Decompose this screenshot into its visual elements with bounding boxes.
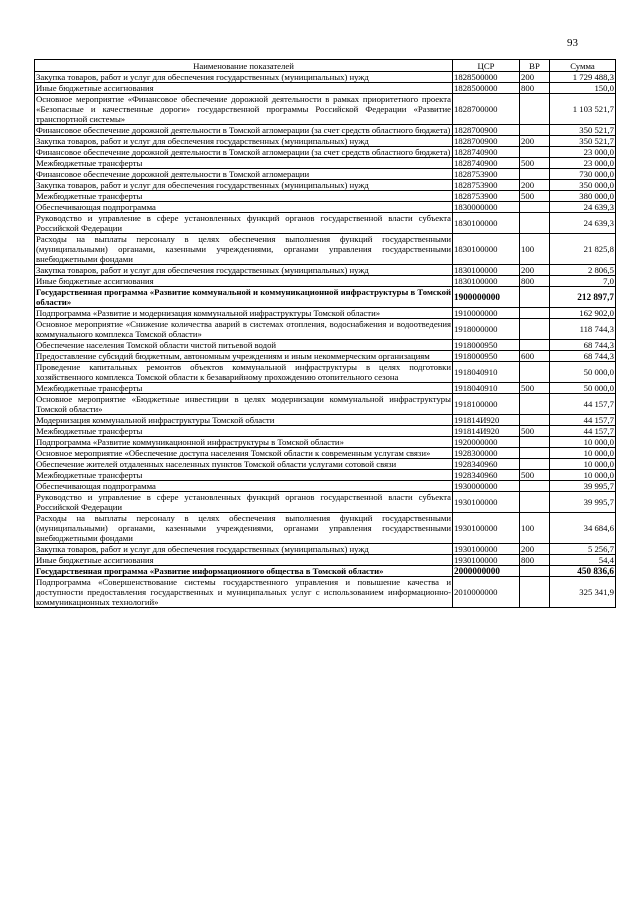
row-sum: 50 000,0: [550, 383, 616, 394]
row-vr: 500: [520, 158, 550, 169]
row-vr: 500: [520, 383, 550, 394]
table-row: [35, 147, 616, 158]
table-row: [35, 448, 616, 459]
row-vr: 800: [520, 555, 550, 566]
table-row: [35, 383, 616, 394]
table-row: [35, 351, 616, 362]
row-name: Закупка товаров, работ и услуг для обеспечения государственных (муниципальных) нужд: [35, 544, 453, 555]
row-code: 1930100000: [453, 544, 520, 555]
row-vr: [520, 415, 550, 426]
row-vr: 200: [520, 136, 550, 147]
row-code: 1930100000: [453, 513, 520, 544]
row-code: 2010000000: [453, 577, 520, 608]
row-sum: 54,4: [550, 555, 616, 566]
row-sum: 44 157,7: [550, 415, 616, 426]
row-name: Подпрограмма «Развитие и модернизация коммунальной инфраструктуры Томской области»: [35, 308, 453, 319]
row-name: Основное мероприятие «Снижение количества аварий в системах отопления, водоснабжения и водоотведения коммунального комплекса Томской области»: [36, 319, 451, 339]
row-code: 1918040910: [453, 383, 520, 394]
row-code: 1830100000: [453, 234, 520, 265]
row-sum: 450 836,6: [550, 566, 616, 577]
row-name: Руководство и управление в сфере установленных функций органов государственной власти субъекта Российской Федерации: [36, 492, 451, 512]
table-row: [35, 276, 616, 287]
row-code: 1830100000: [453, 265, 520, 276]
row-name: Иные бюджетные ассигнования: [35, 83, 453, 94]
row-vr: 500: [520, 426, 550, 437]
row-code: 1828753900: [453, 191, 520, 202]
row-sum: 68 744,3: [550, 340, 616, 351]
row-name: Закупка товаров, работ и услуг для обеспечения государственных (муниципальных) нужд: [35, 72, 453, 83]
row-name: Модернизация коммунальной инфраструктуры Томской области: [35, 415, 453, 426]
row-name: Финансовое обеспечение дорожной деятельности в Томской агломерации (за счет средств областного бюджета): [35, 125, 453, 136]
row-sum: 350 521,7: [550, 125, 616, 136]
row-name: Расходы на выплаты персоналу в целях обеспечения выполнения функций государственными (муниципальными) органами, казенными учреждениями, органами управления государственными внебюджетными фондами: [36, 513, 451, 543]
row-code: 1930100000: [453, 555, 520, 566]
row-name: Основное мероприятие «Финансовое обеспечение дорожной деятельности в рамках приоритетного проекта «Безопасные и качественные дороги» государственной программы Российской Федерации «Развитие транспортной системы»: [36, 94, 451, 124]
row-sum: 150,0: [550, 83, 616, 94]
budget-table: [34, 59, 616, 608]
row-name: Обеспечивающая подпрограмма: [35, 202, 453, 213]
row-sum: 10 000,0: [550, 448, 616, 459]
table-row: [35, 265, 616, 276]
row-vr: [520, 125, 550, 136]
row-sum: 24 639,3: [550, 213, 616, 234]
table-row: [35, 577, 616, 608]
table-row: [35, 213, 616, 234]
row-code: 1828740900: [453, 158, 520, 169]
row-sum: 212 897,7: [550, 287, 616, 308]
row-sum: 350 000,0: [550, 180, 616, 191]
row-sum: 34 684,6: [550, 513, 616, 544]
row-code: 1830100000: [453, 213, 520, 234]
table-row: [35, 513, 616, 544]
row-sum: 44 157,7: [550, 394, 616, 415]
row-sum: 23 000,0: [550, 158, 616, 169]
row-code: 1918000000: [453, 319, 520, 340]
row-code: 1930100000: [453, 492, 520, 513]
table-row: [35, 94, 616, 125]
row-name: Предоставление субсидий бюджетным, автономным учреждениям и иным некоммерческим организациям: [35, 351, 453, 362]
table-row: [35, 125, 616, 136]
row-code: 191814И920: [453, 426, 520, 437]
row-code: 1830100000: [453, 276, 520, 287]
table-row: [35, 481, 616, 492]
row-code: 2000000000: [453, 566, 520, 577]
row-sum: 39 995,7: [550, 492, 616, 513]
table-row: [35, 394, 616, 415]
table-row: [35, 470, 616, 481]
table-row: [35, 437, 616, 448]
row-vr: 100: [520, 513, 550, 544]
row-code: 1918100000: [453, 394, 520, 415]
row-name: Финансовое обеспечение дорожной деятельности в Томской агломерации: [35, 169, 453, 180]
table-row: [35, 566, 616, 577]
header-vr: ВР: [520, 60, 550, 72]
row-name: Государственная программа «Развитие коммунальной и коммуникационной инфраструктуры в Томской области»: [36, 287, 451, 307]
row-code: 1828740900: [453, 147, 520, 158]
table-header-row: [35, 60, 616, 72]
row-sum: 1 103 521,7: [550, 94, 616, 125]
page-number: 93: [567, 37, 578, 49]
row-code: 1910000000: [453, 308, 520, 319]
table-row: [35, 362, 616, 383]
row-name: Обеспечивающая подпрограмма: [35, 481, 453, 492]
row-sum: 10 000,0: [550, 437, 616, 448]
row-name: Основное мероприятие «Бюджетные инвестиции в целях модернизации коммунальной инфраструктуры Томской области»: [36, 394, 451, 414]
row-vr: [520, 577, 550, 608]
row-code: 1900000000: [453, 287, 520, 308]
row-vr: [520, 362, 550, 383]
row-vr: 200: [520, 265, 550, 276]
header-code: ЦСР: [453, 60, 520, 72]
row-code: 1920000000: [453, 437, 520, 448]
table-row: [35, 415, 616, 426]
table-row: [35, 72, 616, 83]
row-code: 1930000000: [453, 481, 520, 492]
table-row: [35, 136, 616, 147]
table-row: [35, 555, 616, 566]
row-name: Государственная программа «Развитие информационного общества в Томской области»: [35, 566, 453, 577]
table-row: [35, 319, 616, 340]
table-row: [35, 492, 616, 513]
row-name: Основное мероприятие «Обеспечение доступа населения Томской области к современным услугам связи»: [35, 448, 453, 459]
row-code: 1828500000: [453, 83, 520, 94]
row-name: Обеспечение жителей отдаленных населенных пунктов Томской области услугами сотовой связи: [35, 459, 453, 470]
table-row: [35, 426, 616, 437]
table-row: [35, 234, 616, 265]
row-code: 1828753900: [453, 169, 520, 180]
row-name: Межбюджетные трансферты: [35, 191, 453, 202]
row-sum: 68 744,3: [550, 351, 616, 362]
row-name: Закупка товаров, работ и услуг для обеспечения государственных (муниципальных) нужд: [35, 265, 453, 276]
row-name: Подпрограмма «Развитие коммуникационной инфраструктуры в Томской области»: [35, 437, 453, 448]
row-code: 1830000000: [453, 202, 520, 213]
row-sum: 1 729 488,3: [550, 72, 616, 83]
row-sum: 23 000,0: [550, 147, 616, 158]
row-code: 1928340960: [453, 470, 520, 481]
row-sum: 350 521,7: [550, 136, 616, 147]
table-row: [35, 308, 616, 319]
row-code: 1828700000: [453, 94, 520, 125]
table-row: [35, 340, 616, 351]
row-sum: 380 000,0: [550, 191, 616, 202]
row-name: Межбюджетные трансферты: [35, 426, 453, 437]
row-vr: [520, 394, 550, 415]
table-row: [35, 158, 616, 169]
row-code: 1918040910: [453, 362, 520, 383]
row-code: 1918000950: [453, 351, 520, 362]
row-code: 1918000950: [453, 340, 520, 351]
row-name: Финансовое обеспечение дорожной деятельности в Томской агломерации (за счет средств областного бюджета): [35, 147, 453, 158]
row-sum: 162 902,0: [550, 308, 616, 319]
row-code: 1928300000: [453, 448, 520, 459]
row-vr: 600: [520, 351, 550, 362]
row-name: Обеспечение населения Томской области чистой питьевой водой: [35, 340, 453, 351]
table-row: [35, 287, 616, 308]
row-vr: [520, 492, 550, 513]
row-vr: [520, 147, 550, 158]
row-sum: 39 995,7: [550, 481, 616, 492]
row-code: 191814И920: [453, 415, 520, 426]
row-vr: [520, 437, 550, 448]
row-vr: [520, 319, 550, 340]
row-vr: [520, 481, 550, 492]
row-sum: 7,0: [550, 276, 616, 287]
header-sum: Сумма: [550, 60, 616, 72]
row-vr: 200: [520, 544, 550, 555]
table-row: [35, 83, 616, 94]
row-name: Проведение капитальных ремонтов объектов коммунальной инфраструктуры в целях подготовки хозяйственного комплекса Томской области к безаварийному прохождению отопительного сезона: [36, 362, 451, 382]
table-row: [35, 202, 616, 213]
row-sum: 5 256,7: [550, 544, 616, 555]
row-vr: [520, 94, 550, 125]
row-name: Межбюджетные трансферты: [35, 383, 453, 394]
row-sum: 2 806,5: [550, 265, 616, 276]
row-name: Закупка товаров, работ и услуг для обеспечения государственных (муниципальных) нужд: [35, 180, 453, 191]
row-vr: [520, 308, 550, 319]
row-sum: 50 000,0: [550, 362, 616, 383]
row-vr: [520, 566, 550, 577]
table-body: [35, 72, 616, 608]
row-sum: 10 000,0: [550, 470, 616, 481]
row-vr: [520, 459, 550, 470]
table-row: [35, 191, 616, 202]
row-code: 1828500000: [453, 72, 520, 83]
row-vr: [520, 448, 550, 459]
row-name: Межбюджетные трансферты: [35, 158, 453, 169]
row-vr: [520, 287, 550, 308]
table-row: [35, 544, 616, 555]
row-vr: [520, 340, 550, 351]
row-name: Подпрограмма «Совершенствование системы государственного управления и повышение качества и доступности предоставления государственных и муниципальных услуг с использованием информационно-коммуникационных технологий»: [36, 577, 451, 607]
row-name: Иные бюджетные ассигнования: [35, 276, 453, 287]
row-vr: 800: [520, 276, 550, 287]
row-code: 1828700900: [453, 136, 520, 147]
table-row: [35, 180, 616, 191]
row-vr: 200: [520, 72, 550, 83]
table-row: [35, 459, 616, 470]
row-sum: 44 157,7: [550, 426, 616, 437]
header-name: Наименование показателей: [35, 60, 453, 72]
row-sum: 24 639,3: [550, 202, 616, 213]
row-vr: 500: [520, 191, 550, 202]
row-code: 1828700900: [453, 125, 520, 136]
row-vr: 500: [520, 470, 550, 481]
row-sum: 730 000,0: [550, 169, 616, 180]
row-vr: 200: [520, 180, 550, 191]
row-sum: 118 744,3: [550, 319, 616, 340]
row-sum: 21 825,8: [550, 234, 616, 265]
row-name: Закупка товаров, работ и услуг для обеспечения государственных (муниципальных) нужд: [35, 136, 453, 147]
row-sum: 10 000,0: [550, 459, 616, 470]
row-vr: [520, 169, 550, 180]
row-code: 1928340960: [453, 459, 520, 470]
row-sum: 325 341,9: [550, 577, 616, 608]
row-vr: [520, 202, 550, 213]
row-vr: 100: [520, 234, 550, 265]
row-name: Межбюджетные трансферты: [35, 470, 453, 481]
row-code: 1828753900: [453, 180, 520, 191]
table-row: [35, 169, 616, 180]
row-vr: [520, 213, 550, 234]
row-name: Иные бюджетные ассигнования: [35, 555, 453, 566]
row-name: Руководство и управление в сфере установленных функций органов государственной власти субъекта Российской Федерации: [36, 213, 451, 233]
row-vr: 800: [520, 83, 550, 94]
row-name: Расходы на выплаты персоналу в целях обеспечения выполнения функций государственными (муниципальными) органами, казенными учреждениями, органами управления государственными внебюджетными фондами: [36, 234, 451, 264]
